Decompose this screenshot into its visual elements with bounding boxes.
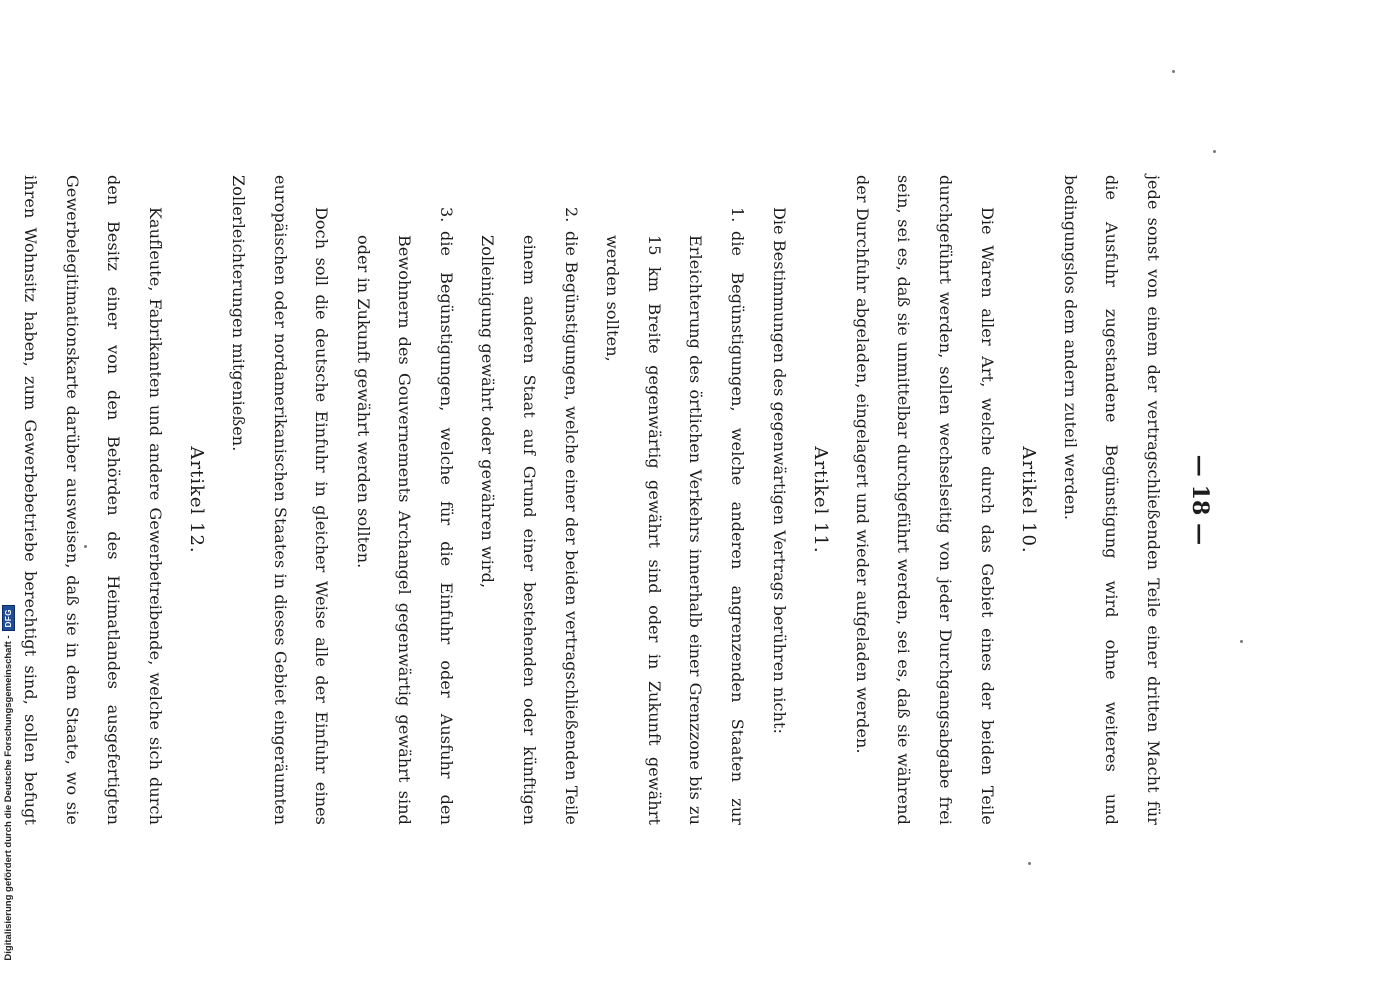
intro-paragraph: jede sonst von einem der vertragschließenden Teile einer dritten Macht für die Ausfuhr zugestandene Begünstigung wird ohne weiteres und bedingungslos dem andern zuteil werden. xyxy=(1060,175,1163,825)
article-10-title: Artikel 10. xyxy=(1018,446,1040,554)
article-11-closing: Doch soll die deutsche Einfuhr in gleicher Weise alle der Einfuhr eines europäischen oder nordamerikanischen Staates in dieses Gebiet eingeräumten Zollerleichterungen mitgenießen. xyxy=(228,175,332,825)
list-number: 2. xyxy=(561,207,581,223)
dfg-logo: DFG xyxy=(2,605,15,631)
list-number: 3. xyxy=(436,207,456,223)
digitization-attribution xyxy=(0,605,16,995)
article-12-title: Artikel 12. xyxy=(186,446,208,554)
list-text: die Begünstigungen, welche für die Einfuhr oder Ausfuhr den Bewohnern des Gouvernements Archangel gegenwärtig gewährt sind oder in Zukunft gewährt werden sollten. xyxy=(353,231,456,825)
page-header: — 18 — xyxy=(1187,454,1213,546)
scan-speck xyxy=(1213,150,1216,153)
list-number: 1. xyxy=(728,207,748,223)
article-12-text: Kaufleute, Fabrikanten und andere Gewerbetreibende, welche sich durch den Besitz einer von den Behörden des Heimatlandes ausgefertigten Gewerbelegitimationskarte darüber ausweisen, daß sie in dem Staate, wo sie ihren Wohnsitz haben, zum Gewerbebetriebe berechtigt sind, sollen befugt xyxy=(20,175,165,825)
list-text: die Begünstigungen, welche anderen angrenzenden Staaten zur Erleichterung des örtlichen Verkehrs innerhalb einer Grenzzone bis zu 15 km Breite gegenwärtig gewährt sind oder in Zukunft gewährt werden sollten, xyxy=(603,231,748,825)
article-11-item-3 xyxy=(342,175,467,825)
scan-speck xyxy=(1240,640,1243,643)
attribution-text: Digitalisierung gefördert durch die Deutsche Forschungsgemeinschaft - xyxy=(2,635,14,961)
digitization-sidebar xyxy=(0,605,16,995)
article-11-item-2 xyxy=(467,175,592,825)
article-11-item-1 xyxy=(592,175,758,825)
scan-speck xyxy=(1028,862,1031,865)
scan-speck xyxy=(1172,70,1175,73)
article-11-title: Artikel 11. xyxy=(810,446,832,554)
article-10-text: Die Waren aller Art, welche durch das Gebiet eines der beiden Teile durchgeführt werden, sollen wechselseitig von jeder Durchgangsabgabe frei sein, sei es, daß sie unmittelbar durchgeführt werden, sei es, daß sie während der Durchfuhr abgeladen, eingelagert und wieder aufgeladen werden. xyxy=(852,175,997,825)
document-page xyxy=(20,175,1222,825)
list-text: die Begünstigungen, welche einer der beiden vertragschließenden Teile einem anderen Staat auf Grund einer bestehenden oder künftigen Zolleinigung gewährt oder gewähren wird, xyxy=(478,231,581,825)
article-11-intro: Die Bestimmungen des gegenwärtigen Vertrags berühren nicht: xyxy=(769,207,789,735)
